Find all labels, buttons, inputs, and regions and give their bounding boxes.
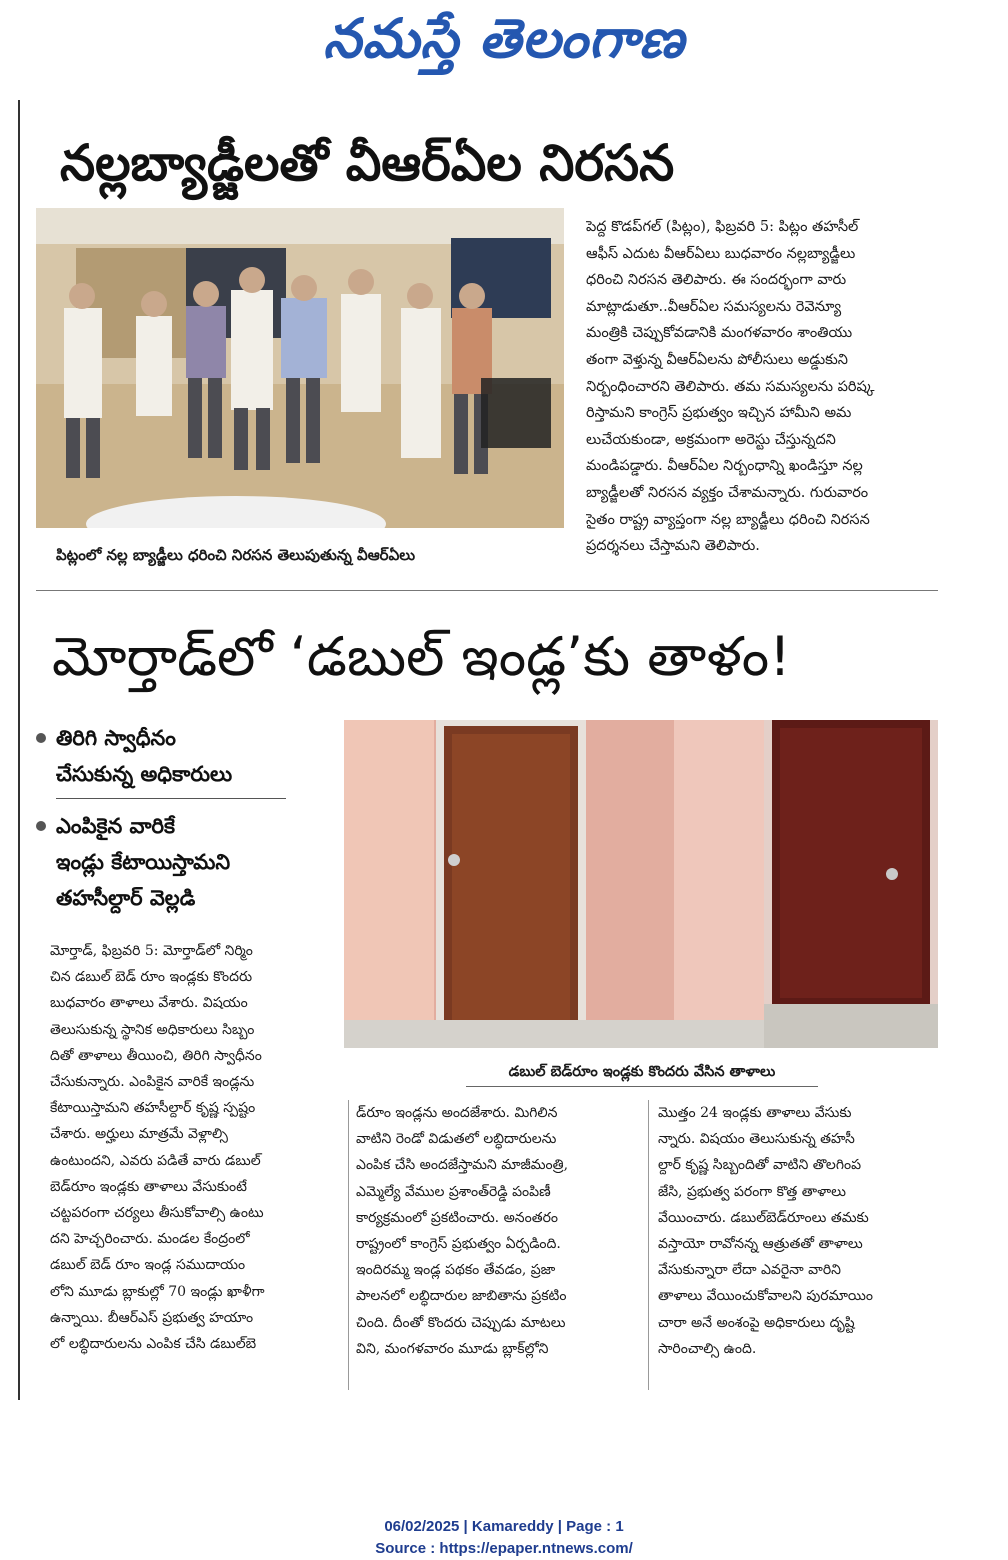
column-line: చట్టపరంగా చర్యలు తీసుకోవాల్సి ఉంటు [50, 1205, 264, 1222]
column-line: రాష్ట్రంలో కాంగ్రెస్ ప్రభుత్వం ఏర్పడింది. [356, 1236, 561, 1253]
story1-body-line: తంగా వెళ్తున్న వీఆర్‌ఏలను పోలీసులు అడ్డుకుని [586, 351, 848, 368]
column-rule [648, 1100, 649, 1390]
column-line: కార్యక్రమంలో ప్రకటించారు. అనంతరం [356, 1209, 558, 1226]
story2-deck-2 [36, 808, 336, 916]
column-line: చిన డబుల్ బెడ్ రూం ఇండ్లకు కొందరు [50, 969, 253, 986]
column-line: దితో తాళాలు తీయించి, తిరిగి స్వాధీనం [50, 1047, 262, 1064]
story2-column-1 [50, 938, 340, 1357]
column-line: బుధవారం తాళాలు వేశారు. విషయం [50, 995, 248, 1012]
story1-headline: నల్లబ్యాడ్జీలతో వీఆర్‌ఏల నిరసన [60, 134, 675, 192]
story2-photo [344, 720, 938, 1048]
column-line: డబుల్ బెడ్ రూం ఇండ్ల సముదాయం [50, 1257, 246, 1274]
column-line: కేటాయిస్తామని తహసీల్దార్ కృష్ణ స్పష్టం [50, 1100, 256, 1117]
column-line: విని, మంగళవారం మూడు బ్లాక్‌ల్లోని [356, 1340, 549, 1357]
column-line: ఉంటుందని, ఎవరు పడితే వారు డబుల్ [50, 1152, 261, 1169]
column-line: ఎంపిక చేసి అందజేస్తామని మాజీమంత్రి, [356, 1157, 569, 1174]
column-line: సారించాల్సి ఉంది. [658, 1340, 757, 1357]
column-line: తాళాలు వేయించుకోవాలని పురమాయిం [658, 1288, 874, 1305]
column-line: చారా అనే అంశంపై అధికారులు దృష్టి [658, 1314, 855, 1331]
story1-body [586, 214, 938, 560]
column-line: పాలనలో లబ్ధిదారుల జాబితాను ప్రకటిం [356, 1288, 567, 1305]
footer-source-line[interactable]: Source : https://epaper.ntnews.com/ [375, 1540, 633, 1557]
column-line: లో లబ్ధిదారులను ఎంపిక చేసి డబుల్‌బె [50, 1336, 257, 1353]
column-line: వేయించారు. డబుల్‌బెడ్‌రూంలు తమకు [658, 1209, 869, 1226]
column-line: లోని మూడు బ్లాకుల్లో 70 ఇండ్లు ఖాళీగా [50, 1283, 265, 1300]
bullet-icon [36, 733, 46, 743]
story1-photo-caption: పిట్లంలో నల్ల బ్యాడ్జీలు ధరించి నిరసన తెలుపుతున్న వీఆర్‌ఏలు [56, 546, 416, 564]
column-rule [348, 1100, 349, 1390]
deck-line: చేసుకున్న అధికారులు [56, 762, 233, 786]
column-line: న్నారు. విషయం తెలుసుకున్న తహసీ [658, 1131, 855, 1148]
page-footer [0, 1516, 1008, 1560]
story1-body-line: ధరించి నిరసన తెలిపారు. ఈ సందర్భంగా వారు [586, 272, 847, 289]
column-line: డ్‌రూం ఇండ్లను అందజేశారు. మిగిలిన [356, 1105, 558, 1121]
story1-body-line: సైతం రాష్ట్ర వ్యాప్తంగా నల్ల బ్యాడ్జీలు ధరించి నిరసన [586, 511, 870, 528]
deck-line: ఇండ్లు కేటాయిస్తామని [56, 850, 231, 874]
story1-photo [36, 208, 564, 528]
column-line: ఎమ్మెల్యే వేముల ప్రశాంత్‌రెడ్డి పంపిణీ [356, 1183, 551, 1200]
masthead-title: నమస్తే తెలంగాణ [323, 7, 685, 70]
story1-body-line: ప్రదర్శనలు చేస్తామని తెలిపారు. [586, 538, 760, 555]
story1-body-line: రిస్తామని కాంగ్రెస్ ప్రభుత్వం ఇచ్చిన హామీని అమ [586, 405, 852, 422]
story2-headline: మోర్తాడ్‌లో ‘డబుల్ ఇండ్ల’కు తాళం! [52, 625, 791, 688]
story2-deck-1 [36, 720, 336, 792]
story2-column-3 [658, 1100, 942, 1362]
story1-body-line: ఆఫీస్ ఎదుట వీఆర్‌ఏలు బుధవారం నల్లబ్యాడ్జీలు [586, 245, 856, 262]
bullet-icon [36, 821, 46, 831]
deck-line: తిరిగి స్వాధీనం [56, 726, 176, 750]
locked-doors-illustration [344, 720, 938, 1048]
column-line: తెలుసుకున్న స్థానిక అధికారులు సిబ్బం [50, 1021, 255, 1038]
story2-photo-caption: డబుల్ బెడ్‌రూం ఇండ్లకు కొందరు వేసిన తాళాలు [466, 1058, 818, 1087]
story1-body-line: మాట్లాడుతూ..వీఆర్‌ఏల సమస్యలను రెవెన్యూ [586, 298, 842, 315]
column-line: మొత్తం 24 ఇండ్లకు తాళాలు వేసుకు [658, 1105, 852, 1121]
left-page-rule [18, 100, 20, 1400]
column-line: చింది. దీంతో కొందరు చెప్పుడు మాటలు [356, 1314, 566, 1331]
deck-divider [56, 798, 286, 799]
column-line: వేసుకున్నారా లేదా ఎవరైనా వారిని [658, 1262, 841, 1279]
story1-body-line: లుచేయకుండా, అక్రమంగా అరెస్టు చేస్తున్నదని [586, 431, 836, 448]
story2-column-2 [356, 1100, 640, 1362]
column-line: చేశారు. అర్హులు మాత్రమే వెళ్లాల్సి [50, 1126, 228, 1143]
column-line: ఉన్నాయి. బీఆర్‌ఎస్ ప్రభుత్వ హయాం [50, 1309, 254, 1326]
deck-line: ఎంపికైన వారికే [56, 814, 175, 838]
story1-body-line: నిర్బంధించారని తెలిపారు. తమ సమస్యలను పరిష్క [586, 378, 875, 395]
story1-body-line: బ్యాడ్జీలతో నిరసన వ్యక్తం చేశామన్నారు. గురువారం [586, 484, 869, 501]
column-line: చేసుకున్నారు. ఎంపికైన వారికే ఇండ్లను [50, 1074, 255, 1091]
column-line: బెడ్‌రూం ఇండ్లకు తాళాలు వేసుకుంటే [50, 1178, 247, 1195]
story1-body-line: మంత్రికి చెప్పుకోవడానికి మంగళవారం శాంతియు [586, 325, 853, 342]
column-line: ల్దార్ కృష్ణ సిబ్బందితో వాటిని తొలగింప [658, 1157, 862, 1174]
column-line: వాటిని రెండో విడుతలో లబ్ధిదారులను [356, 1131, 557, 1148]
column-line: దని హెచ్చరించారు. మండల కేంద్రంలో [50, 1231, 250, 1248]
story1-body-line: మండిపడ్డారు. వీఆర్‌ఏల నిర్బంధాన్ని ఖండిస్తూ నల్ల [586, 458, 863, 475]
column-line: మోర్తాడ్, ఫిబ్రవరి 5: మోర్తాడ్‌లో నిర్మిం [50, 943, 253, 959]
footer-date-line: 06/02/2025 | Kamareddy | Page : 1 [384, 1518, 624, 1535]
protest-photo-illustration [36, 208, 564, 528]
column-line: ఇందిరమ్మ ఇండ్ల పథకం తేవడం, ప్రజా [356, 1262, 556, 1279]
deck-line: తహసీల్దార్ వెల్లడి [56, 886, 196, 910]
story1-body-line: పెద్ద కొడప్‌గల్ (పిట్లం), ఫిబ్రవరి 5: పిట్లం తహసీల్ [586, 219, 859, 235]
column-line: వస్తాయో రావోనన్న ఆత్రుతతో తాళాలు [658, 1236, 863, 1253]
story-divider [36, 590, 938, 591]
column-line: జేసి, ప్రభుత్వ పరంగా కొత్త తాళాలు [658, 1183, 846, 1200]
